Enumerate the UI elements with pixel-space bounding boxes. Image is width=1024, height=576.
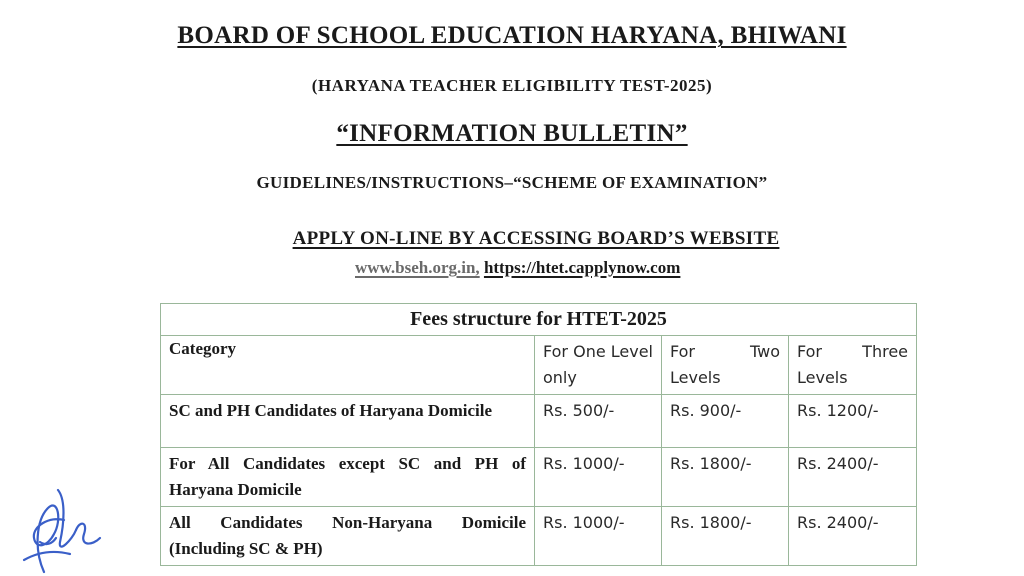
column-header-three-levels: For Three Levels: [789, 336, 917, 395]
fees-table-title: Fees structure for HTET-2025: [161, 304, 917, 336]
board-title: BOARD OF SCHOOL EDUCATION HARYANA, BHIWANI: [177, 22, 847, 49]
table-row: [161, 507, 917, 566]
fee-two-levels: Rs. 1800/-: [662, 448, 789, 507]
htet-website-link[interactable]: https://htet.capplynow.com: [483, 258, 681, 277]
bulletin-title: “INFORMATION BULLETIN”: [336, 120, 688, 147]
bseh-website-link[interactable]: www.bseh.org.in,: [355, 258, 480, 277]
category-cell: SC and PH Candidates of Haryana Domicile: [161, 395, 535, 448]
fee-two-levels: Rs. 900/-: [662, 395, 789, 448]
fee-one-level: Rs. 500/-: [535, 395, 662, 448]
fee-three-levels: Rs. 2400/-: [789, 448, 917, 507]
website-links: [355, 258, 680, 278]
signature-scribble: [14, 480, 104, 576]
apply-online-heading: APPLY ON-LINE BY ACCESSING BOARD’S WEBSITE: [292, 228, 780, 249]
column-header-one-level: For One Level only: [535, 336, 662, 395]
table-row: [161, 395, 917, 448]
table-row: [161, 448, 917, 507]
category-cell: For All Candidates except SC and PH of Haryana Domicile: [161, 448, 535, 507]
fee-one-level: Rs. 1000/-: [535, 448, 662, 507]
exam-title: (HARYANA TEACHER ELIGIBILITY TEST-2025): [311, 76, 713, 95]
fee-two-levels: Rs. 1800/-: [662, 507, 789, 566]
fee-three-levels: Rs. 2400/-: [789, 507, 917, 566]
category-cell: All Candidates Non-Haryana Domicile (Including SC & PH): [161, 507, 535, 566]
column-header-two-levels: For Two Levels: [662, 336, 789, 395]
fee-one-level: Rs. 1000/-: [535, 507, 662, 566]
fee-three-levels: Rs. 1200/-: [789, 395, 917, 448]
fees-table: [160, 303, 917, 566]
guidelines-heading: GUIDELINES/INSTRUCTIONS–“SCHEME OF EXAMINATION”: [256, 173, 768, 192]
column-header-category: Category: [161, 336, 535, 395]
